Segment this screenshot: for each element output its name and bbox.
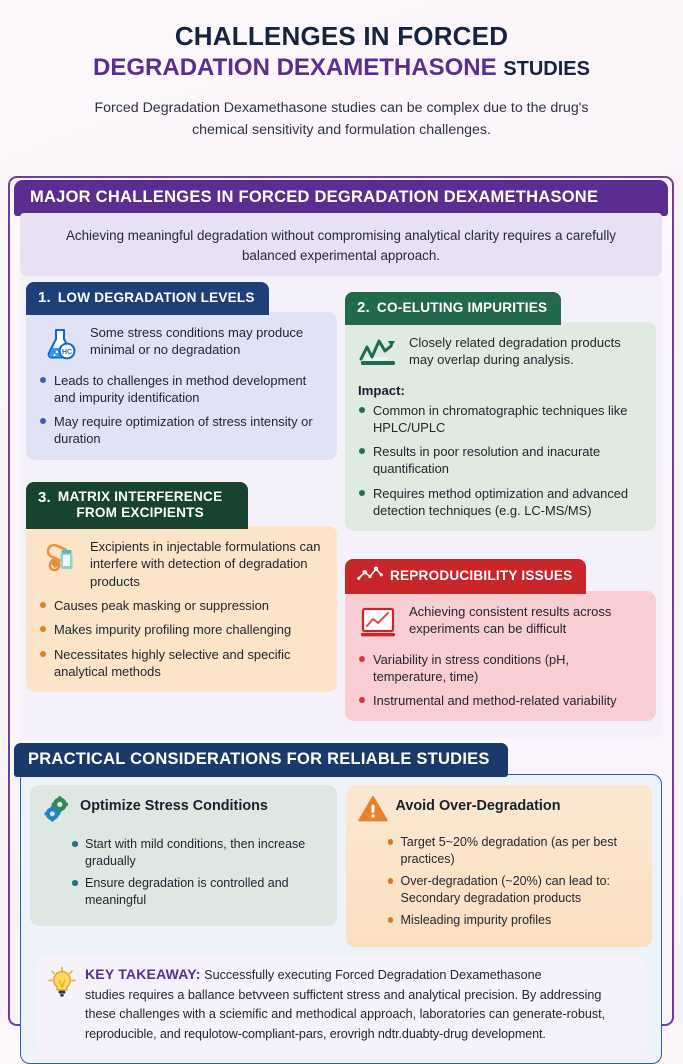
key-takeaway-text (85, 964, 605, 1044)
list-item: Causes peak masking or suppression (39, 597, 324, 614)
practical-card-1-bullets (42, 836, 325, 908)
challenge-card-co-eluting (345, 292, 656, 531)
challenge-card-3-body (26, 526, 337, 692)
practical-card-2-bullets (358, 834, 641, 890)
list-item: Start with mild conditions, then increase gradually (72, 836, 325, 869)
list-item: Results in poor resolution and inacurate quantification (358, 443, 643, 477)
practical-banner-bold: PRACTICAL CONSIDERATIONS (28, 750, 282, 769)
list-item: Leads to challenges in method development and impurity identification (39, 372, 324, 406)
challenge-card-4-header (345, 559, 586, 594)
practical-card-avoid-over-degradation (346, 785, 653, 947)
key-takeaway-label: KEY TAKEAWAY: (85, 965, 201, 982)
list-item: Misleading impurity profiles (388, 912, 641, 929)
page-subtitle-line1: Forced Degradation Dexamethasone studies can be complex due to the drug's (94, 100, 589, 117)
list-item: Instrumental and method-related variability (358, 692, 643, 709)
key-takeaway-line3: these challenges with a sciemific and methodical approach, laboratories can generate-robust, (85, 1007, 606, 1022)
challenge-card-2-lead: Closely related degradation products may overlap during analysis. (409, 334, 621, 368)
challenge-card-1-bullets (39, 372, 324, 448)
key-takeaway-line4: reproducible, and requlotow-compliant-pars, erovrigh ndtr.duabty-drug development. (85, 1026, 546, 1041)
practical-card-2-bullets-tail (358, 912, 641, 929)
chromatogram-peaks-icon (358, 333, 400, 375)
challenge-cards-area (20, 276, 662, 739)
challenge-card-3-lead: Excipients in injectable formulations can interfere with detection of degradation products (90, 538, 321, 589)
scatter-line-network-icon (357, 566, 383, 586)
challenge-card-2-body (345, 322, 656, 531)
challenge-card-matrix-interference (26, 482, 337, 692)
challenge-card-2-impact-label: Impact: (358, 382, 405, 398)
list-item: Necessitates highly selective and specific analytical methods (39, 646, 324, 680)
challenge-card-2-header (345, 292, 561, 325)
list-item: May require optimization of stress intensity or duration (39, 413, 324, 447)
list-item: Target 5~20% degradation (as per best practices) (388, 834, 641, 867)
challenge-card-2-number: 2. (357, 299, 370, 317)
page-header (0, 0, 683, 142)
challenge-card-3-title-line1: MATRIX INTERFERENCE (57, 488, 223, 504)
line-chart-monitor-icon (358, 602, 400, 644)
list-item: Makes impurity profiling more challenging (39, 621, 324, 638)
page-title-highlight: DEGRADATION DEXAMETHASONE (93, 53, 497, 81)
gears-icon (42, 795, 72, 830)
page-subtitle-line2: chemical sensitivity and formulation challenges. (192, 122, 491, 139)
challenge-card-1-header (26, 282, 269, 315)
list-item: Ensure degradation is controlled and meaningful (72, 875, 325, 908)
major-challenges-intro: Achieving meaningful degradation without compromising analytical clarity requires a carefully balanced experimental approach. (65, 228, 617, 264)
challenge-card-3-number: 3. (38, 488, 51, 506)
practical-card-1-title: Optimize Stress Conditions (80, 798, 268, 815)
challenge-card-4-title: REPRODUCIBILITY ISSUES (390, 567, 573, 583)
challenge-card-low-degradation (26, 282, 337, 459)
challenge-card-1-lead: Some stress conditions may produce minimal or no degradation (90, 324, 304, 358)
practical-considerations-banner (14, 743, 508, 777)
practical-considerations-body (20, 774, 662, 1064)
warning-triangle-icon (358, 795, 388, 828)
major-challenges-intro-box (20, 213, 662, 278)
key-takeaway-line1: Successfully executing Forced Degradation Dexamethasone (204, 967, 542, 982)
practical-considerations-section (14, 743, 668, 1064)
challenge-card-3-bullets (39, 597, 324, 680)
practical-card-2-title: Avoid Over-Degradation (395, 798, 561, 815)
major-challenges-section (14, 180, 668, 739)
challenge-card-4-body (345, 591, 656, 721)
challenge-card-1-title: LOW DEGRADATION LEVELS (57, 290, 255, 306)
capsule-vial-icon (39, 537, 81, 579)
practical-banner-light: FOR RELIABLE STUDIES (286, 750, 490, 769)
list-item: Common in chromatographic techniques like HPLC/UPLC (358, 402, 643, 436)
content-frame (8, 176, 674, 1041)
page-title-line2 (30, 54, 653, 82)
challenge-card-2-title: CO-ELUTING IMPURITIES (376, 300, 548, 316)
lightbulb-icon (46, 964, 78, 1005)
erlenmeyer-flask-hc-icon (39, 323, 81, 365)
challenge-card-4-lead: Achieving consistent results across experiments can be difficult (409, 603, 612, 637)
svg-text:HC: HC (61, 348, 73, 356)
challenge-card-2-bullets (358, 402, 643, 519)
list-item: Variability in stress conditions (pH, temperature, time) (358, 651, 643, 685)
challenge-card-1-number: 1. (38, 289, 51, 307)
key-takeaway (36, 955, 646, 1054)
challenge-card-3-title-line2: FROM EXCIPIENTS (76, 504, 204, 520)
list-item: Requires method optimization and advanced detection techniques (e.g. LC-MS/MS) (358, 485, 643, 519)
challenge-card-3-header (26, 482, 248, 529)
challenge-card-reproducibility (345, 559, 656, 722)
major-challenges-banner: MAJOR CHALLENGES IN FORCED DEGRADATION DEXAMETHASONE (14, 180, 668, 216)
practical-card-2-subline: Secondary degradation products (400, 890, 582, 905)
practical-card-optimize-stress (30, 785, 337, 926)
list-item: Over-degradation (~20%) can lead to: (388, 873, 641, 890)
page-subtitle (49, 98, 634, 141)
key-takeaway-line2: studies requires a ballance betvveen suffictent stress and analytical precision. By addressing (85, 987, 602, 1002)
challenge-card-4-bullets (358, 651, 643, 709)
page-title-suffix: STUDIES (503, 57, 590, 80)
page-title-line1: CHALLENGES IN FORCED (174, 21, 509, 51)
challenge-card-1-body (26, 312, 337, 460)
